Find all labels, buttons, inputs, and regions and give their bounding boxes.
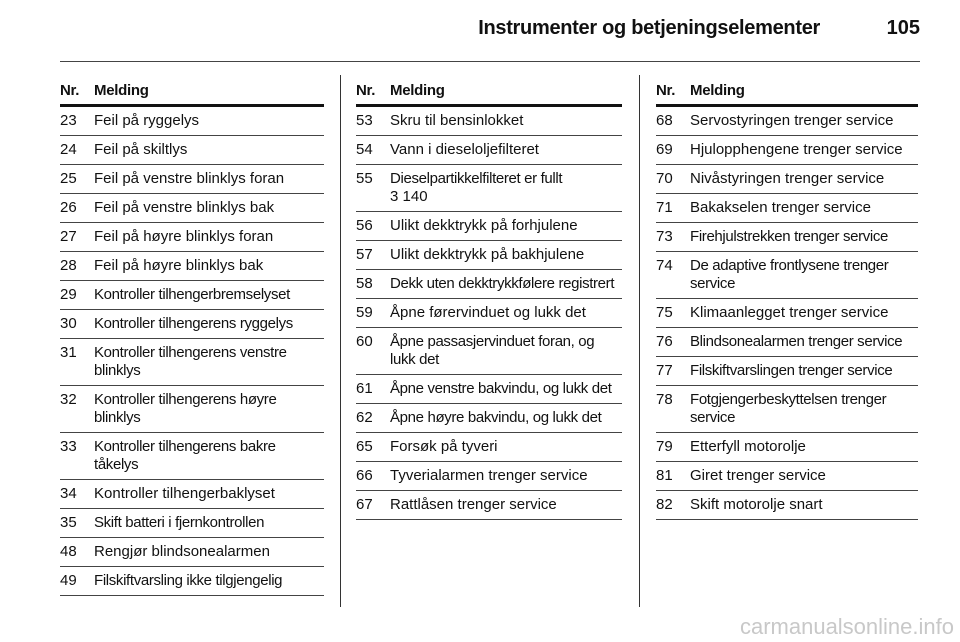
message-cell — [690, 228, 918, 246]
message-cell — [690, 438, 918, 456]
nr-column-header: Nr. — [356, 82, 376, 99]
message-text: Åpne passasjervinduet foran, og lukk det — [390, 333, 595, 368]
table-row — [356, 136, 622, 165]
message-number: 31 — [60, 344, 77, 361]
nr-column-header: Nr. — [60, 82, 80, 99]
table-row — [60, 252, 324, 281]
message-number: 49 — [60, 572, 77, 589]
table-row — [60, 433, 324, 480]
message-text: Dieselpartikkelfilteret er fullt — [390, 170, 563, 187]
message-number: 76 — [656, 333, 673, 350]
message-number: 26 — [60, 199, 77, 216]
message-number: 59 — [356, 304, 373, 321]
message-text: Hjulopphengene trenger service — [690, 141, 903, 158]
message-cell — [94, 112, 324, 130]
table-row — [656, 299, 918, 328]
table-row — [60, 339, 324, 386]
message-text: Etterfyll motorolje — [690, 438, 806, 455]
message-number: 79 — [656, 438, 673, 455]
message-text: Skift batteri i fjernkontrollen — [94, 514, 265, 531]
message-number: 67 — [356, 496, 373, 513]
message-cell — [390, 217, 622, 235]
message-number: 58 — [356, 275, 373, 292]
message-number: 69 — [656, 141, 673, 158]
message-number: 56 — [356, 217, 373, 234]
message-cell — [94, 228, 324, 246]
table-row — [356, 165, 622, 212]
message-text: Rengjør blindsonealarmen — [94, 543, 270, 560]
message-text: Åpne høyre bakvindu, og lukk det — [390, 409, 602, 426]
message-number: 55 — [356, 170, 373, 187]
table-row — [60, 386, 324, 433]
message-cell — [690, 257, 918, 293]
message-cell — [390, 380, 622, 398]
message-text: Filskiftvarslingen trenger service — [690, 362, 893, 379]
message-cell — [390, 333, 622, 369]
message-number: 75 — [656, 304, 673, 321]
page-number: 105 — [886, 17, 920, 39]
table-row — [356, 212, 622, 241]
message-cell — [94, 199, 324, 217]
message-cell — [94, 438, 324, 474]
table-row — [656, 491, 918, 520]
message-text: Forsøk på tyveri — [390, 438, 498, 455]
table-row — [60, 281, 324, 310]
message-text: Skift motorolje snart — [690, 496, 823, 513]
message-number: 82 — [656, 496, 673, 513]
message-table-column-1 — [60, 82, 324, 596]
table-row — [356, 462, 622, 491]
message-cell — [690, 467, 918, 485]
table-row — [656, 223, 918, 252]
table-row — [60, 480, 324, 509]
message-cell — [390, 141, 622, 159]
message-column-header: Melding — [390, 82, 445, 99]
message-cell — [390, 438, 622, 456]
table-row — [656, 194, 918, 223]
message-text: Kontroller tilhengerbremselyset — [94, 286, 290, 303]
table-row — [60, 194, 324, 223]
message-cell — [390, 112, 622, 130]
message-text: Tyverialarmen trenger service — [390, 467, 588, 484]
message-number: 54 — [356, 141, 373, 158]
message-text: Dekk uten dekktrykkfølere registrert — [390, 275, 615, 292]
message-cell — [390, 467, 622, 485]
message-text: Klimaanlegget trenger service — [690, 304, 889, 321]
message-text: Firehjulstrekken trenger service — [690, 228, 889, 245]
message-cell — [94, 514, 324, 532]
table-row — [356, 328, 622, 375]
nr-column-header: Nr. — [656, 82, 676, 99]
message-text: Ulikt dekktrykk på forhjulene — [390, 217, 578, 234]
message-table-column-3 — [656, 82, 918, 520]
table-row — [656, 433, 918, 462]
table-header — [656, 82, 918, 107]
table-header — [356, 82, 622, 107]
message-cell — [94, 485, 324, 503]
message-text: Servostyringen trenger service — [690, 112, 894, 129]
message-number: 60 — [356, 333, 373, 350]
message-text: Blindsonealarmen trenger service — [690, 333, 903, 350]
message-number: 71 — [656, 199, 673, 216]
message-number: 23 — [60, 112, 77, 129]
message-text: Giret trenger service — [690, 467, 826, 484]
message-cell — [94, 141, 324, 159]
message-number: 33 — [60, 438, 77, 455]
table-row — [656, 252, 918, 299]
message-number: 25 — [60, 170, 77, 187]
message-cell — [390, 170, 622, 206]
table-row — [60, 567, 324, 596]
message-number: 30 — [60, 315, 77, 332]
message-number: 66 — [356, 467, 373, 484]
page-reference[interactable]: 3 140 — [390, 188, 428, 205]
header-divider — [60, 61, 920, 62]
message-number: 70 — [656, 170, 673, 187]
table-row — [356, 107, 622, 136]
message-number: 74 — [656, 257, 673, 274]
message-text: Kontroller tilhengerens venstre blinklys — [94, 344, 287, 379]
message-number: 27 — [60, 228, 77, 245]
message-cell — [94, 286, 324, 304]
message-cell — [390, 246, 622, 264]
message-cell — [94, 572, 324, 590]
message-text: Vann i dieseloljefilteret — [390, 141, 539, 158]
table-row — [60, 165, 324, 194]
message-cell — [690, 362, 918, 380]
column-divider — [340, 75, 341, 607]
message-number: 68 — [656, 112, 673, 129]
message-cell — [94, 344, 324, 380]
message-text: Kontroller tilhengerens ryggelys — [94, 315, 293, 332]
table-row — [356, 433, 622, 462]
table-row — [60, 509, 324, 538]
message-number: 32 — [60, 391, 77, 408]
message-text: Kontroller tilhengerens høyre blinklys — [94, 391, 277, 426]
message-number: 53 — [356, 112, 373, 129]
table-row — [60, 310, 324, 339]
message-cell — [390, 496, 622, 514]
table-row — [356, 270, 622, 299]
message-text: Feil på ryggelys — [94, 112, 200, 129]
message-cell — [690, 170, 918, 188]
message-number: 61 — [356, 380, 373, 397]
message-cell — [94, 315, 324, 333]
table-row — [356, 299, 622, 328]
table-row — [60, 107, 324, 136]
message-number: 48 — [60, 543, 77, 560]
message-cell — [94, 543, 324, 561]
message-cell — [690, 199, 918, 217]
message-cell — [94, 170, 324, 188]
page-header — [0, 0, 960, 62]
table-row — [656, 107, 918, 136]
message-text: Nivåstyringen trenger service — [690, 170, 885, 187]
message-number: 81 — [656, 467, 673, 484]
table-row — [60, 136, 324, 165]
message-text: Fotgjengerbeskyttelsen trenger service — [690, 391, 887, 426]
message-text: Feil på venstre blinklys foran — [94, 170, 285, 187]
message-number: 24 — [60, 141, 77, 158]
message-text: Ulikt dekktrykk på bakhjulene — [390, 246, 585, 263]
table-row — [356, 375, 622, 404]
message-text: Kontroller tilhengerbaklyset — [94, 485, 275, 502]
table-row — [656, 386, 918, 433]
table-row — [356, 491, 622, 520]
table-row — [656, 328, 918, 357]
message-text: Feil på venstre blinklys bak — [94, 199, 275, 216]
message-cell — [390, 304, 622, 322]
message-text: De adaptive frontlysene trenger service — [690, 257, 889, 292]
message-cell — [690, 304, 918, 322]
message-number: 78 — [656, 391, 673, 408]
message-cell — [94, 391, 324, 427]
message-number: 34 — [60, 485, 77, 502]
message-text: Feil på høyre blinklys foran — [94, 228, 274, 245]
column-divider — [639, 75, 640, 607]
message-text: Bakakselen trenger service — [690, 199, 871, 216]
message-text: Skru til bensinlokket — [390, 112, 524, 129]
message-text: Åpne førervinduet og lukk det — [390, 304, 586, 321]
table-row — [60, 223, 324, 252]
message-column-header: Melding — [94, 82, 149, 99]
message-cell — [390, 275, 622, 293]
table-row — [656, 462, 918, 491]
watermark: carmanualsonline.info — [739, 614, 954, 639]
message-cell — [690, 333, 918, 351]
message-number: 77 — [656, 362, 673, 379]
table-header — [60, 82, 324, 107]
message-cell — [390, 409, 622, 427]
message-cell — [690, 112, 918, 130]
table-row — [60, 538, 324, 567]
message-text: Filskiftvarsling ikke tilgjengelig — [94, 572, 283, 589]
message-number: 28 — [60, 257, 77, 274]
table-row — [356, 241, 622, 270]
table-row — [356, 404, 622, 433]
message-cell — [690, 496, 918, 514]
message-number: 29 — [60, 286, 77, 303]
message-text: Kontroller tilhengerens bakre tåkelys — [94, 438, 276, 473]
message-cell — [94, 257, 324, 275]
message-text: Rattlåsen trenger service — [390, 496, 557, 513]
message-text: Åpne venstre bakvindu, og lukk det — [390, 380, 612, 397]
message-number: 35 — [60, 514, 77, 531]
message-cell — [690, 141, 918, 159]
message-number: 57 — [356, 246, 373, 263]
message-table-column-2 — [356, 82, 622, 520]
message-number: 65 — [356, 438, 373, 455]
message-text: Feil på skiltlys — [94, 141, 188, 158]
message-cell — [690, 391, 918, 427]
table-row — [656, 357, 918, 386]
message-number: 62 — [356, 409, 373, 426]
page-title: Instrumenter og betjeningselementer — [478, 17, 820, 39]
message-text: Feil på høyre blinklys bak — [94, 257, 264, 274]
message-number: 73 — [656, 228, 673, 245]
table-row — [656, 165, 918, 194]
message-column-header: Melding — [690, 82, 745, 99]
table-row — [656, 136, 918, 165]
